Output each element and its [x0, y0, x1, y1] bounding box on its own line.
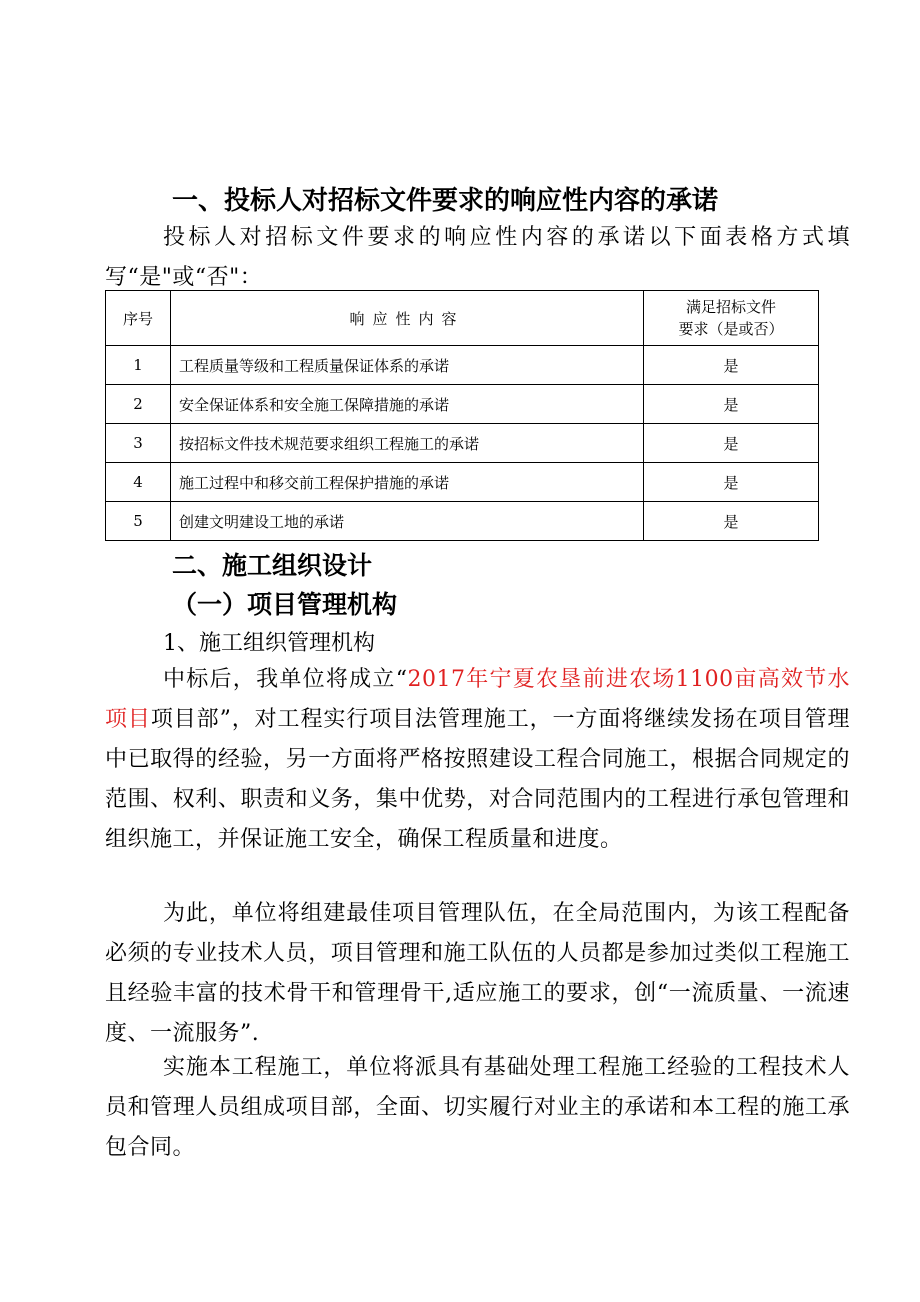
table-row [106, 385, 819, 424]
project-name-highlight: 2017年宁夏农垦前进农场1100亩高效节水项目 [105, 667, 851, 732]
paragraph-1-start: 中标后，我单位将成立“ [163, 667, 408, 692]
row-content: 安全保证体系和安全施工保障措施的承诺 [171, 385, 644, 424]
row-no: 3 [106, 424, 171, 463]
row-ok: 是 [644, 502, 819, 541]
table-header-row [106, 291, 819, 346]
section-1-title: 一、投标人对招标文件要求的响应性内容的承诺 [172, 186, 719, 216]
header-content: 响应性内容 [171, 291, 644, 346]
row-content: 创建文明建设工地的承诺 [171, 502, 644, 541]
row-ok: 是 [644, 424, 819, 463]
row-no: 1 [106, 346, 171, 385]
paragraph-3: 实施本工程施工，单位将派具有基础处理工程施工经验的工程技术人员和管理人员组成项目部，全面、切实履行对业主的承诺和本工程的施工承包合同。 [105, 1055, 850, 1160]
row-ok: 是 [644, 346, 819, 385]
header-ok-line1: 满足招标文件 [685, 298, 776, 316]
section-1-intro: 投标人对招标文件要求的响应性内容的承诺以下面表格方式填写“是"或“否"： [105, 225, 850, 290]
row-content: 按招标文件技术规范要求组织工程施工的承诺 [171, 424, 644, 463]
header-ok [644, 291, 819, 346]
table-row [106, 502, 819, 541]
row-content: 工程质量等级和工程质量保证体系的承诺 [171, 346, 644, 385]
row-ok: 是 [644, 385, 819, 424]
row-ok: 是 [644, 463, 819, 502]
row-content: 施工过程中和移交前工程保护措施的承诺 [171, 463, 644, 502]
section-2-title: 二、施工组织设计 [172, 551, 373, 580]
item-1-title: 1、施工组织管理机构 [163, 631, 375, 656]
row-no: 5 [106, 502, 171, 541]
response-table [105, 290, 819, 541]
subsection-1-title: （一）项目管理机构 [172, 590, 398, 619]
header-no: 序号 [106, 291, 171, 346]
paragraph-1 [105, 660, 850, 860]
row-no: 2 [106, 385, 171, 424]
table-row [106, 463, 819, 502]
table-row [106, 346, 819, 385]
paragraph-2: 为此，单位将组建最佳项目管理队伍，在全局范围内，为该工程配备必须的专业技术人员，项目管理和施工队伍的人员都是参加过类似工程施工且经验丰富的技术骨干和管理骨干,适应施工的要求，创“一流质量、一流速度、一流服务”. [105, 901, 850, 1046]
row-no: 4 [106, 463, 171, 502]
paragraph-1-rest: 项目部”，对工程实行项目法管理施工，一方面将继续发扬在项目管理中已取得的经验，另一方面将严格按照建设工程合同施工，根据合同规定的范围、权利、职责和义务，集中优势，对合同范围内的工程进行承包管理和组织施工，并保证施工安全，确保工程质量和进度。 [105, 707, 850, 852]
header-ok-line2: 要求（是或否） [678, 320, 784, 338]
table-row [106, 424, 819, 463]
